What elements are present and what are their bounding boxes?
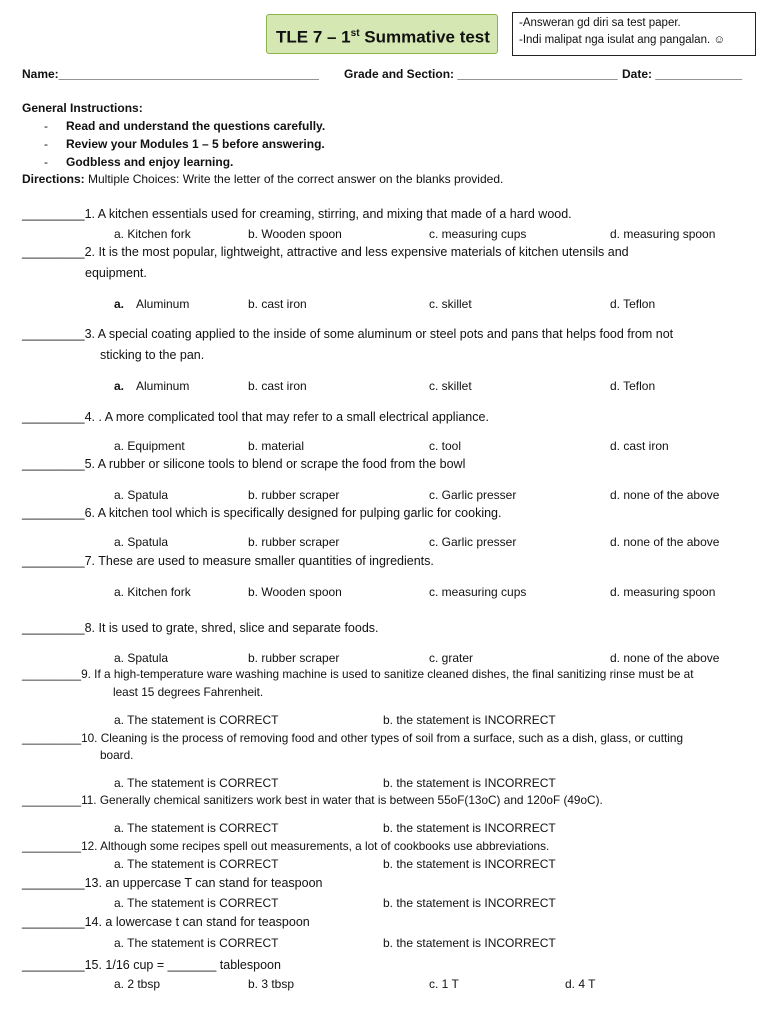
question-text-cont: least 15 degrees Fahrenheit. bbox=[113, 685, 264, 699]
instruction-item: Read and understand the questions carefully. bbox=[66, 119, 326, 133]
name-field: Name:_______________________________________ bbox=[22, 67, 319, 81]
question-10 bbox=[22, 731, 683, 745]
option: a. The statement is CORRECT bbox=[114, 857, 279, 871]
option: c. grater bbox=[429, 651, 474, 665]
option: b. 3 tbsp bbox=[248, 977, 295, 991]
option: Aluminum bbox=[136, 379, 190, 393]
answer-blank[interactable]: _________ bbox=[22, 839, 82, 853]
question-text: 3. A special coating applied to the inside of some aluminum or steel pots and pans that helps food from not bbox=[84, 327, 674, 341]
option: a. Equipment bbox=[114, 439, 185, 453]
question-text: 4. . A more complicated tool that may refer to a small electrical appliance. bbox=[84, 410, 489, 424]
question-text: 12. Although some recipes spell out measurements, a lot of cookbooks use abbreviations. bbox=[81, 839, 550, 853]
question-12 bbox=[22, 839, 549, 853]
option: Aluminum bbox=[136, 297, 190, 311]
option: a. The statement is CORRECT bbox=[114, 896, 279, 910]
question-8 bbox=[22, 621, 379, 635]
question-6 bbox=[22, 506, 501, 520]
option: b. the statement is INCORRECT bbox=[383, 896, 556, 910]
bullet-dash: - bbox=[44, 137, 48, 151]
note-box bbox=[512, 12, 756, 56]
option: b. the statement is INCORRECT bbox=[383, 821, 556, 835]
note-line-1: -Answeran gd diri sa test paper. bbox=[519, 17, 681, 29]
answer-blank[interactable]: _________ bbox=[22, 876, 85, 890]
title-main: TLE 7 – 1 bbox=[276, 27, 351, 47]
question-4 bbox=[22, 410, 489, 424]
answer-blank[interactable]: _________ bbox=[22, 621, 85, 635]
answer-blank[interactable]: _________ bbox=[22, 667, 82, 681]
question-text-cont: sticking to the pan. bbox=[100, 348, 205, 362]
option: d. 4 T bbox=[565, 977, 596, 991]
option: b. rubber scraper bbox=[248, 488, 340, 502]
option: c. skillet bbox=[429, 297, 472, 311]
question-text: 5. A rubber or silicone tools to blend or scrape the food from the bowl bbox=[84, 457, 466, 471]
question-1 bbox=[22, 207, 572, 221]
option: d. Teflon bbox=[610, 297, 656, 311]
instruction-item: Review your Modules 1 – 5 before answering. bbox=[66, 137, 325, 151]
option-letter: a. bbox=[114, 379, 125, 393]
note-line-2: -Indi malipat nga isulat ang pangalan. ☺ bbox=[519, 34, 726, 46]
answer-blank[interactable]: _________ bbox=[22, 327, 85, 341]
question-text: 13. an uppercase T can stand for teaspoon bbox=[84, 876, 323, 890]
option: c. Garlic presser bbox=[429, 488, 517, 502]
option: a. The statement is CORRECT bbox=[114, 821, 279, 835]
option: b. cast iron bbox=[248, 379, 307, 393]
question-text: 2. It is the most popular, lightweight, attractive and less expensive materials of kitchen utensils and bbox=[84, 245, 629, 259]
page-title bbox=[266, 14, 498, 54]
option: a. Kitchen fork bbox=[114, 227, 191, 241]
option: d. none of the above bbox=[610, 535, 720, 549]
question-2 bbox=[22, 245, 629, 259]
option: a. Spatula bbox=[114, 651, 169, 665]
question-text: 6. A kitchen tool which is specifically designed for pulping garlic for cooking. bbox=[84, 506, 502, 520]
option: c. 1 T bbox=[429, 977, 459, 991]
option: b. Wooden spoon bbox=[248, 585, 342, 599]
question-text: 8. It is used to grate, shred, slice and separate foods. bbox=[84, 621, 379, 635]
title-superscript: st bbox=[350, 28, 360, 39]
answer-blank[interactable]: _________ bbox=[22, 457, 85, 471]
answer-blank[interactable]: _________ bbox=[22, 958, 85, 972]
option: d. measuring spoon bbox=[610, 227, 716, 241]
question-text-cont: equipment. bbox=[85, 266, 147, 280]
option: b. cast iron bbox=[248, 297, 307, 311]
answer-blank[interactable]: _________ bbox=[22, 506, 85, 520]
title-rest: Summative test bbox=[359, 27, 490, 47]
question-15 bbox=[22, 958, 281, 972]
option: d. none of the above bbox=[610, 488, 720, 502]
question-14 bbox=[22, 915, 310, 929]
date-field: Date: _____________ bbox=[622, 67, 743, 81]
question-5 bbox=[22, 457, 465, 471]
option: d. none of the above bbox=[610, 651, 720, 665]
option: a. Spatula bbox=[114, 535, 169, 549]
grade-section-field: Grade and Section: ________________________ bbox=[344, 67, 618, 81]
question-text: 11. Generally chemical sanitizers work best in water that is between 55oF(13oC) and 120oF (49oC). bbox=[81, 793, 603, 807]
option: c. measuring cups bbox=[429, 585, 527, 599]
question-13 bbox=[22, 876, 322, 890]
option: b. the statement is INCORRECT bbox=[383, 776, 556, 790]
option: d. cast iron bbox=[610, 439, 669, 453]
question-9 bbox=[22, 667, 694, 681]
instructions-heading: General Instructions: bbox=[22, 101, 143, 115]
option: a. The statement is CORRECT bbox=[114, 776, 279, 790]
option: c. measuring cups bbox=[429, 227, 527, 241]
option: b. the statement is INCORRECT bbox=[383, 936, 556, 950]
answer-blank[interactable]: _________ bbox=[22, 731, 82, 745]
option-letter: a. bbox=[114, 297, 125, 311]
option: d. measuring spoon bbox=[610, 585, 716, 599]
answer-blank[interactable]: _________ bbox=[22, 793, 82, 807]
option: b. the statement is INCORRECT bbox=[383, 713, 556, 727]
option: b. the statement is INCORRECT bbox=[383, 857, 556, 871]
question-text: 7. These are used to measure smaller quantities of ingredients. bbox=[84, 554, 434, 568]
question-text: 14. a lowercase t can stand for teaspoon bbox=[84, 915, 310, 929]
question-7 bbox=[22, 554, 434, 568]
directions-label: Directions: bbox=[22, 172, 89, 186]
answer-blank[interactable]: _________ bbox=[22, 915, 85, 929]
question-text: 15. 1/16 cup = _______ tablespoon bbox=[84, 958, 281, 972]
instruction-item: Godbless and enjoy learning. bbox=[66, 155, 234, 169]
option: b. rubber scraper bbox=[248, 535, 340, 549]
answer-blank[interactable]: _________ bbox=[22, 245, 85, 259]
question-text: 1. A kitchen essentials used for creaming, stirring, and mixing that made of a hard wood. bbox=[84, 207, 572, 221]
option: d. Teflon bbox=[610, 379, 656, 393]
option: a. Kitchen fork bbox=[114, 585, 191, 599]
answer-blank[interactable]: _________ bbox=[22, 554, 85, 568]
option: a. The statement is CORRECT bbox=[114, 713, 279, 727]
option: a. Spatula bbox=[114, 488, 169, 502]
option: a. 2 tbsp bbox=[114, 977, 161, 991]
question-text: 10. Cleaning is the process of removing food and other types of soil from a surface, such as a dish, glass, or cutting bbox=[81, 731, 684, 745]
option: b. Wooden spoon bbox=[248, 227, 342, 241]
option: c. skillet bbox=[429, 379, 472, 393]
question-3 bbox=[22, 327, 673, 341]
directions-text: Multiple Choices: Write the letter of the correct answer on the blanks provided. bbox=[88, 172, 504, 186]
option: a. The statement is CORRECT bbox=[114, 936, 279, 950]
directions bbox=[22, 172, 503, 186]
question-text-cont: board. bbox=[100, 748, 134, 762]
option: b. rubber scraper bbox=[248, 651, 340, 665]
option: b. material bbox=[248, 439, 305, 453]
question-11 bbox=[22, 793, 603, 807]
answer-blank[interactable]: _________ bbox=[22, 207, 85, 221]
answer-blank[interactable]: _________ bbox=[22, 410, 85, 424]
bullet-dash: - bbox=[44, 155, 48, 169]
question-text: 9. If a high-temperature ware washing machine is used to sanitize cleaned dishes, the final sanitizing rinse must be at bbox=[81, 667, 694, 681]
bullet-dash: - bbox=[44, 119, 48, 133]
option: c. Garlic presser bbox=[429, 535, 517, 549]
option: c. tool bbox=[429, 439, 462, 453]
